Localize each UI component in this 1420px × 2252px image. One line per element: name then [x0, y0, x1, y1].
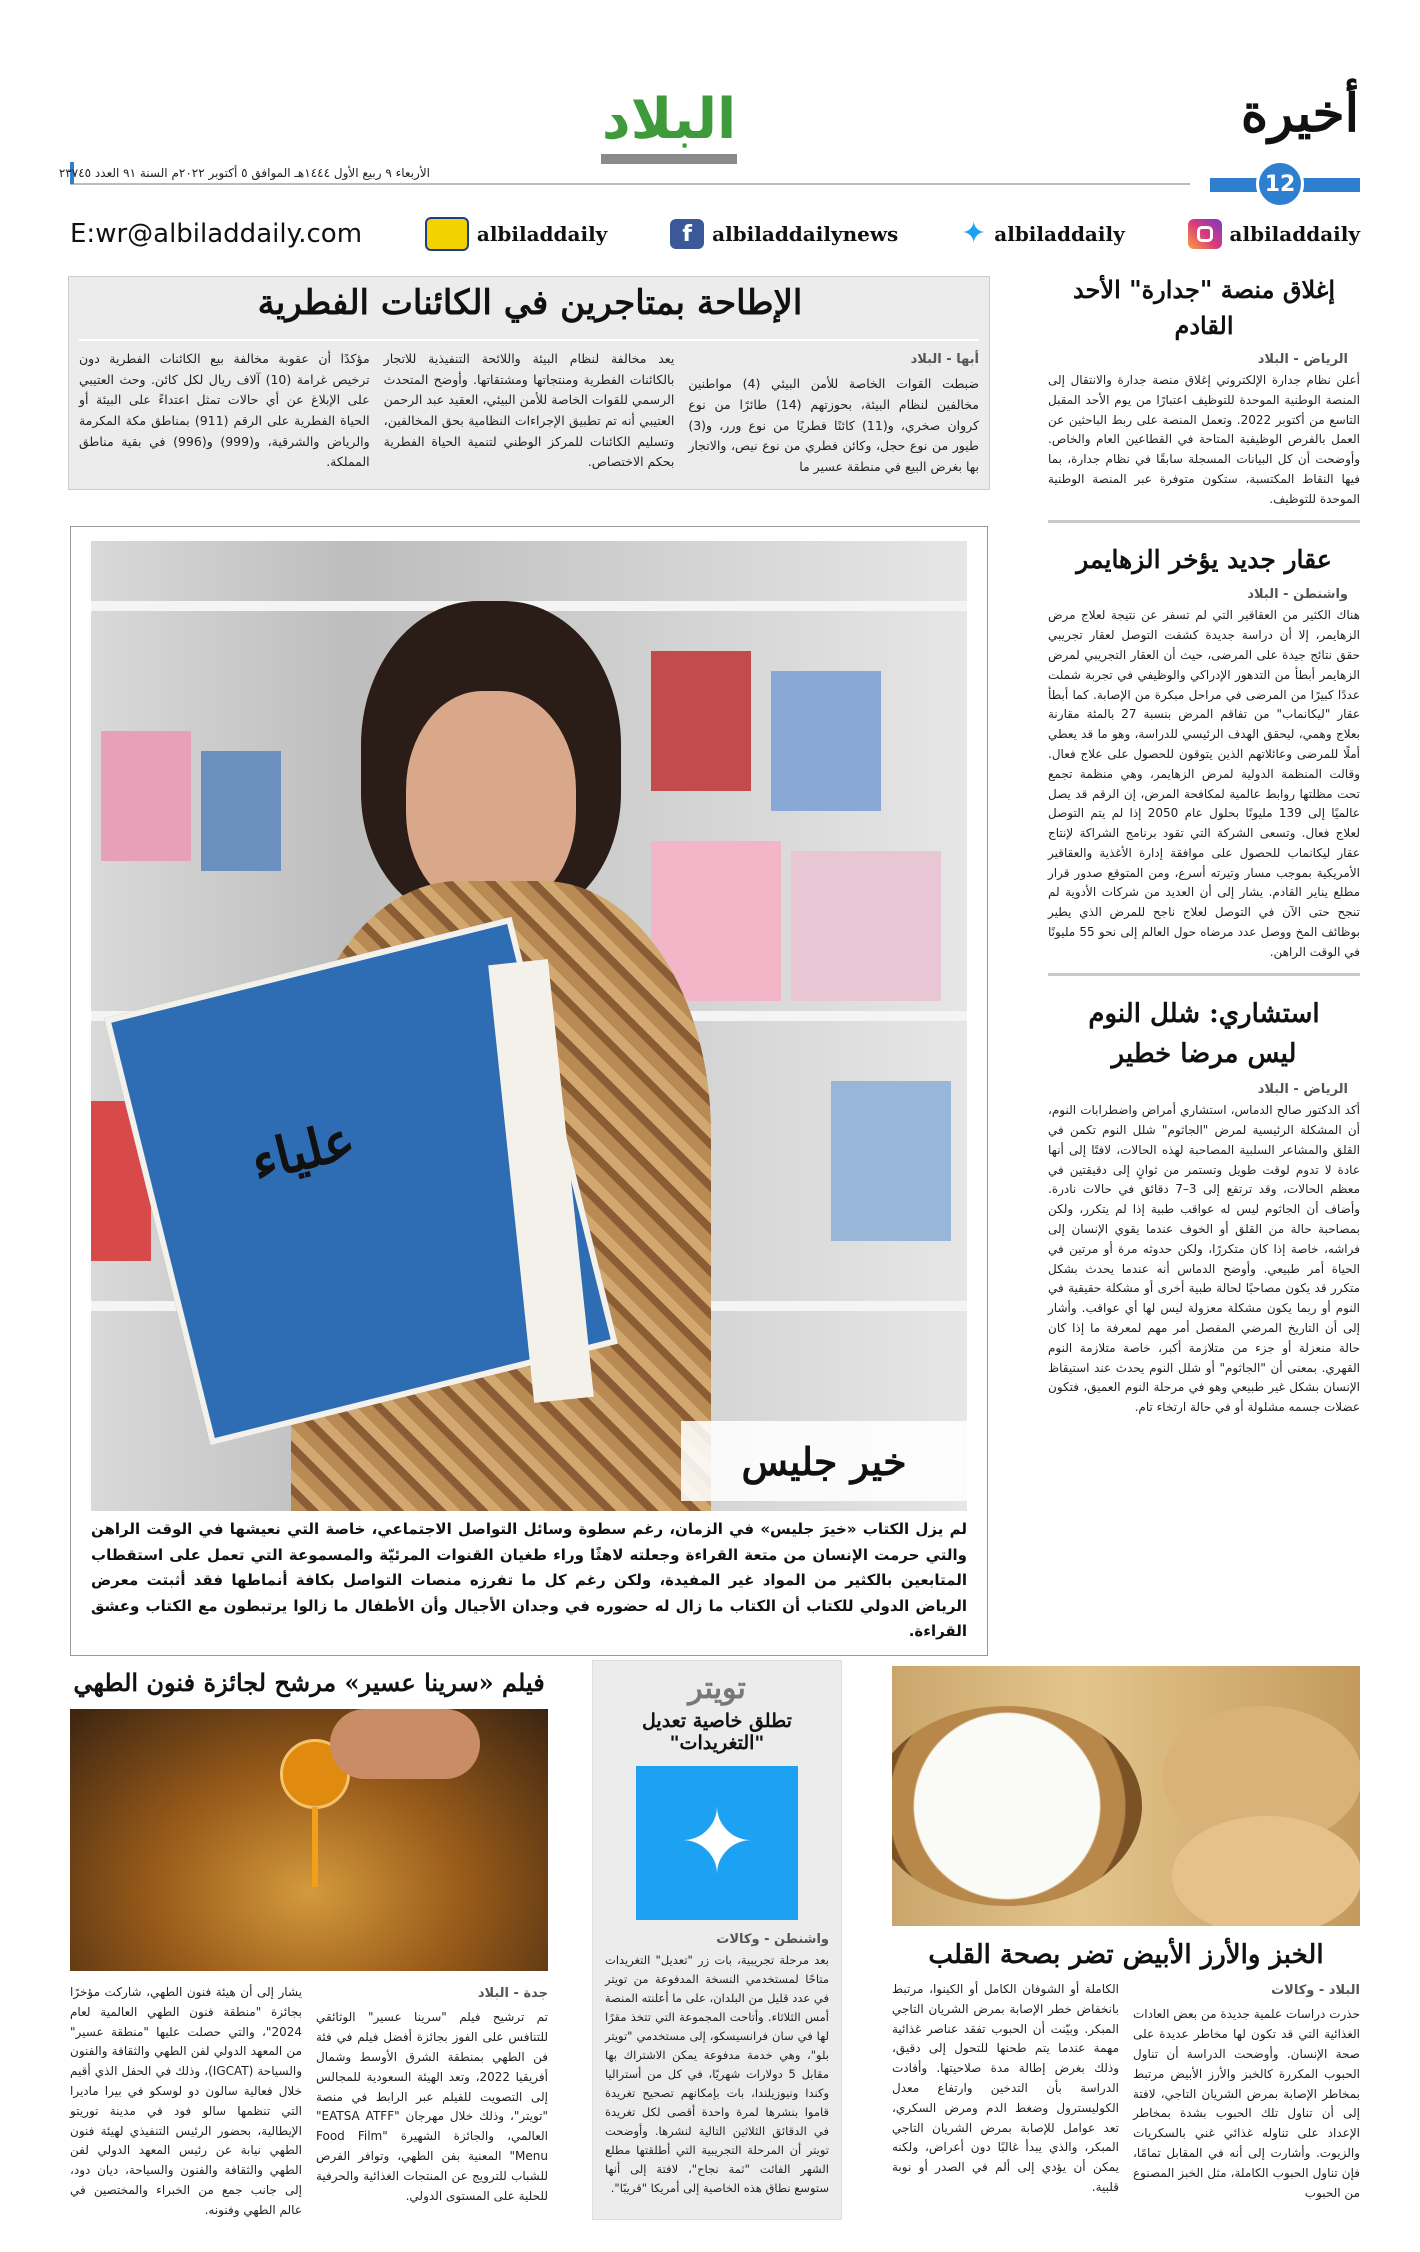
photo-caption-box — [681, 1421, 967, 1501]
film-title: فيلم «سرينا عسير» مرشح لجائزة فنون الطهي — [73, 1668, 545, 1697]
lead-story — [68, 276, 990, 490]
facebook-icon: f — [670, 219, 704, 249]
book-photo-detail — [101, 731, 191, 861]
twitter-logo — [636, 1766, 798, 1920]
bread-photo — [892, 1666, 1360, 1926]
lead-title: الإطاحة بمتاجرين في الكائنات الفطرية — [257, 283, 803, 323]
side-divider — [1048, 973, 1360, 976]
hand-photo-detail — [330, 1709, 480, 1779]
photo-feature — [70, 526, 988, 1656]
twitter-title: تطلق خاصية تعديل "التغريدات" — [642, 1710, 792, 1754]
lead-columns — [79, 349, 979, 485]
twitter-kicker: تويتر — [688, 1671, 746, 1706]
rice-bowl-photo-detail — [892, 1706, 1142, 1906]
email[interactable]: E:wr@albiladdaily.com — [70, 219, 363, 249]
book-photo-detail — [651, 651, 751, 791]
side-byline-3: الرياض - البلاد — [1257, 1082, 1348, 1098]
bread-byline: البلاد - وكالات — [1271, 1983, 1360, 1998]
lead-title-rule — [79, 339, 979, 341]
book-photo-detail — [201, 751, 281, 871]
page-number: 12 — [1264, 171, 1296, 197]
masthead — [0, 0, 1420, 251]
twitter-bird-icon: ✦ — [679, 1790, 755, 1895]
lead-byline: أبها - البلاد — [910, 352, 979, 367]
side-byline-1: الرياض - البلاد — [1257, 352, 1348, 367]
section-label: أخيرة — [1240, 83, 1360, 144]
instagram-handle[interactable]: albiladdaily — [1188, 219, 1360, 249]
book-photo-detail — [791, 851, 941, 1001]
twitter-handle[interactable]: ✦ albiladdaily — [961, 216, 1125, 251]
side-title-2: عقار جديد يؤخر الزهايمر — [1076, 544, 1332, 574]
twitter-story: تويتر تطلق خاصية تعديل "التغريدات" ✦ واشنطن - وكالات بعد مرحلة تجريبية، بات زر "تعديل" التغريدات متاحًا لمستخدمي النسخة المدفوعة من تويتر في عدد قليل من البلدان، على ما أعلنته المنصة أمس الثلاثاء. وأتاحت المجموعة التي تتخذ مقرًا لها في سان فرانسيسكو، إلى مستخدمي "تويتر بلو"، وهي خدمة مدفوعة يمكن الاشتراك بها مقابل 5 دولارات شهريًا، في كل من أستراليا وكندا ونيوزيلندا، بات بإمكانهم تصحيح تغريدة قاموا بنشرها لمرة واحدة أقصى لكل تغريدة في الدقائق الثلاثين التالية لنشرها. وأوضحت تويتر أن المرحلة التجريبية التي أطلقتها مطلع الشهر الفائت "ثمة نجاح"، لافتة إلى أنها ستوسع نطاق هذه الخاصية إلى أمريكا "قريبًا". — [592, 1660, 842, 2220]
side-byline-2: واشنطن - البلاد — [1247, 587, 1348, 603]
film-photo — [70, 1709, 548, 1971]
side-article-2: عقار جديد يؤخر الزهايمر واشنطن - البلاد هناك الكثير من العقاقير التي لم تسفر عن نتيجة لعلاج مرض الزهايمر، إلا أن دراسة جديدة كشفت التوصل لعقار تجريبي حقق نتائج جيدة على المرضى، حيث أن العقار التجريبي لمرض الزهايمر أبطأ من التدهور الإدراكي والوظيفي في تجربة شملت عددًا كبيرًا من المرضى في مراحل مبكرة من الإصابة. كما أبطأ عقار "ليكانماب" من تفاقم المرض بنسبة 27 بالمئة مقارنة بعلاج وهمي، ليحقق الهدف الرئيسي للدراسة، وهو ما قد يعطي أملًا للمرضى وعائلاتهم الذين يتوقون للحصول على علاج فعال. وقالت المنظمة الدولية لمرض الزهايمر، وهي منظمة تجمع تحت مظلتها روابط عالمية لمكافحة المرض، إن الرقم قد يصل عالميًا إلى 139 مليونًا بحلول عام 2050 إذا لم يتم التوصل لعلاج فعال. وتسعى الشركة التي تقود برنامج الشراكة لإنتاج عقار ليكانماب للحصول على موافقة إدارة الأغذية والعقاقير الأمريكية بموجب مسار وتيرته أسرع، ومن المتوقع صدور قرار مطلع يناير القادم. يشار إلى أن العديد من شركات الأدوية لم تنجح حتى الآن في التوصل لعلاج ناجح للمرض الذي يطير بوظائف المخ ووصل عدد مرضاه حول العالم إلى نحو 55 مليونًا في الوقت الراهن. — [1048, 533, 1360, 963]
twitter-icon: ✦ — [961, 216, 987, 251]
woman-face — [406, 691, 576, 911]
bread-story: الخبز والأرز الأبيض تضر بصحة القلب البلاد - وكالات حذرت دراسات علمية جديدة من بعض العادات الغذائية التي قد تكون لها مخاطر عديدة على صحة الإنسان. وأوضحت الدراسة أن تناول الحبوب المكررة كالخبز والأرز الأبيض مرتبط بمخاطر الإصابة بمرض الشريان التاجي، لافتة إلى أن تناول تلك الحبوب بشدة بمخاطر الإعداد على تناوله غذائي غني بالسكريات والزيوت. وأشارت إلى أنه في المقابل تمامًا، فإن تناول الحبوب الكاملة، مثل الخبز المصنوع من الحبوب الكاملة أو الشوفان الكامل أو الكينوا، مرتبط بانخفاض خطر الإصابة بمرض الشريان التاجي المبكر. وبيّنت أن الحبوب تفقد عناصر غذائية مهمة عندما يتم طحنها للتحول إلى دقيق، وذلك بغرض إطالة مدة صلاحيتها. وأفادت الدراسة بأن التدخين وارتفاع معدل الكوليسترول وضغط الدم ومرض السكري، تعد عوامل للإصابة بمرض الشريان التاجي المبكر، والذي يبدأ غالبًا دون أعراض، ولكنه يمكن أن يؤدي إلى ألم في الصدر أو نوبة قلبية. — [892, 1666, 1360, 2222]
snapchat-icon — [425, 217, 469, 251]
lead-col-2: يعد مخالفة لنظام البيئة واللائحة التنفيذية للاتجار بالكائنات الفطرية ومنتجاتها ومشتقاتها. وأوضح المتحدث الرسمي للقوات الخاصة للأمن البيئي، العقيد عبد الرحمن العتيبي أنه تم تطبيق الإجراءات النظامية بحق المخالفين، وتسليم الكائنات للمركز الوطني لتنمية الحياة الفطرية بحكم الاختصاص. — [383, 351, 675, 470]
photo-caption-title: خير جليس — [741, 1438, 907, 1484]
facebook-handle[interactable]: albiladdaily — [425, 217, 607, 251]
social-bar — [70, 214, 1360, 254]
sidebar — [1048, 266, 1360, 1646]
feature-photo — [91, 541, 967, 1511]
book-title: علياء — [245, 1109, 362, 1194]
honey-stream-photo-detail — [312, 1807, 318, 1887]
bread-photo-detail — [1172, 1816, 1360, 1926]
side-title-1: إغلاق منصة "جدارة" الأحد القادم — [1072, 275, 1336, 340]
book-photo-detail — [831, 1081, 951, 1241]
twitter-byline: واشنطن - وكالات — [716, 1932, 829, 1947]
feature-text: لم يزل الكتاب «خيرَ جليس» في الزمان، رغم سطوة وسائل التواصل الاجتماعي، خاصة التي نعيشها في الوقت الراهن والتي حرمت الإنسان من متعة القراءة وجعلته لاهثًا وراء طغيان القنوات المرئيّة والمسموعة التي تعمل على استقطاب المتابعين بالكثير من المواد غير المفيدة، ولكن رغم كل ما تفرزه منصات التواصل بكافة أنماطها فقد أثبتت معرض الرياض الدولي للكتاب أن الكتاب ما زال له حضوره في وجدان الأجيال وأن الأطفال ما زالوا يرتبطون مع الكتاب وعشق القراءة. — [91, 1520, 967, 1640]
date-line: الأربعاء ٩ ربيع الأول ١٤٤٤هـ الموافق ٥ أكتوبر ٢٠٢٢م السنة ٩١ العدد ٢٣٧٤٥ — [70, 162, 430, 184]
logo — [594, 87, 744, 182]
logo-underline — [601, 154, 737, 164]
twitter-news-handle[interactable]: f albiladdailynews — [670, 219, 898, 249]
book-photo-detail — [771, 671, 881, 811]
film-story: فيلم «سرينا عسير» مرشح لجائزة فنون الطهي جدة - البلاد تم ترشيح فيلم "سرينا عسير" الوثائقي للتنافس على الفوز بجائزة أفضل فيلم في فئة فن الطهي بمنطقة الشرق الأوسط وشمال أفريقيا 2022، وتعد الهيئة السعودية للمجالس إلى التصويت للفيلم عبر الرابط في منصة "تويتر"، وذلك خلال مهرجان "EATSA ATFF" العالمي، والجائزة الشهيرة "Food Film Menu" المعنية بفن الطهي، وتوافر الفرص للشباب للترويج عن المنتجات الغذائية والحرفية للحلية على المستوى الدولي. يشار إلى أن هيئة فنون الطهي، شاركت مؤخرًا بجائزة "منطقة فنون الطهي العالمية لعام 2024"، والتي حصلت عليها "منطقة عسير" من المعهد الدولي لفن الطهي والثقافة والفنون والسياحة (IGCAT)، وذلك في الحفل الذي أقيم خلال فعالية سالون دو لوسكو في بيرا ماديرا التي تنظمها سالو فود في مدينة توريتو الإيطالية، بحضور الرئيس التنفيذي لهيئة فنون الطهي نيابة عن رئيس المعهد الدولي لفن الطهي والثقافة والفنون والسياحة، ديان دود، إلى جانب جمع من الخبراء والمختصين في عالم الطهي وفنونه. — [70, 1660, 548, 2220]
lead-col-1: أبها - البلاد ضبطت القوات الخاصة للأمن البيئي (4) مواطنين مخالفين لنظام البيئة، بحوزتهم (14) طائرًا من نوع كروان صخري، و(11) كائنًا فطريًا من نوع ورر، و(3) طيور من نوع حجل، وكائن فطري من نوع نيص، والاتجار بها بغرض البيع في منطقة عسير ما — [688, 349, 979, 485]
lead-col-3: مؤكدًا أن عقوبة مخالفة بيع الكائنات الفطرية دون ترخيص غرامة (10) آلاف ريال لكل كائن. وحث العتيبي على الإبلاغ عن أي حالات تمثل اعتداءً على البيئة أو الحياة الفطرية على الرقم (911) بمناطق مكة المكرمة والرياض والشرقية، و(999) و(996) في بقية مناطق المملكة. — [78, 351, 370, 470]
side-title-3: استشاري: شلل النوم ليس مرضا خطير — [1088, 998, 1320, 1069]
instagram-icon — [1188, 219, 1222, 249]
logo-text: البلاد — [601, 87, 737, 152]
side-article-1: إغلاق منصة "جدارة" الأحد القادم الرياض - البلاد أعلن نظام جدارة الإلكتروني إغلاق منصة جدارة والانتقال إلى المنصة الوطنية الموحدة للتوظيف اعتبارًا من يوم الأحد المقبل التاسع من أكتوبر 2022. وتعمل المنصة على ربط الباحثين عن العمل بالفرص الوظيفية المتاحة في القطاعين العام والخاص. وأوضحت أن كل البيانات المسجلة سابقًا في نظام جدارة، بما فيها النقاط المكتسبة، ستكون متوفرة عبر المنصة الوطنية الموحدة للتوظيف. — [1048, 266, 1360, 510]
page-number-badge — [1256, 160, 1304, 208]
bread-title: الخبز والأرز الأبيض تضر بصحة القلب — [928, 1940, 1324, 1970]
side-article-3: استشاري: شلل النوم ليس مرضا خطير الرياض - البلاد أكد الدكتور صالح الدماس، استشاري أمراض واضطرابات النوم، أن المشكلة الرئيسية لمرض "الجاثوم" شلل النوم تكمن في القلق والمشاعر السلبية المصاحبة لهذه الحالات، لافتًا إلى أنها عادة لا تدوم لوقت طويل وتستمر من ثوانٍ إلى دقيقتين في معظم الحالات، وقد ترتفع إلى 3–7 دقائق في حالات نادرة. وأضاف أن الجاثوم ليس له عواقب طبية إذا لم يتكرر، ولكن بمصاحبة حالة من القلق أو الخوف عندما يقوي الإنسان إلى فراشه، خاصة إذا كان متكررًا، ولكن حدوثه مرة أو مرتين في الحياة أمر طبيعي. وأوضح الدماس أنه عندما يحدث بشكل متكرر قد يكون مصاحبًا لحالة طبية أخرى أو مشكلة حقيقية في النوم أو ربما يكون مشكلة معزولة ليس لها أي عواقب. وأشار إلى أن التاريخ المرضي المفصل أمر مهم لمعرفة ما إذا كان حالة منعزلة أو جزء من متلازمة أكبر، خاصة متلازمة النوم القهري. بمعنى أن "الجاثوم" أو شلل النوم يحدث عند استيقاظ الإنسان بشكل غير طبيعي وهو في مرحلة النوم العميق، فتكون عضلات جسمه مشلولة أو في حالة ارتخاء تام. — [1048, 986, 1360, 1418]
film-byline: جدة - البلاد — [477, 1986, 548, 2001]
side-divider — [1048, 520, 1360, 523]
